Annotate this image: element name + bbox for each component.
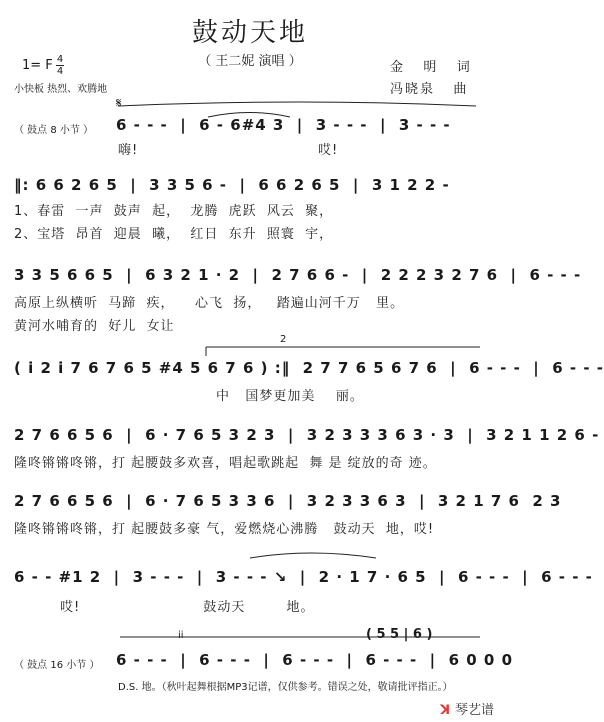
song-title: 鼓动天地 bbox=[191, 18, 308, 48]
line1-lyric-verse2: 2、宝塔 昂首 迎晨 曦， 红日 东升 照寰 宇， bbox=[14, 227, 334, 242]
intro-lyric-1: 嗨! bbox=[118, 143, 139, 158]
line2-lyric-verse2: 黄河水哺育的 好儿 女让 bbox=[14, 319, 175, 334]
line6-lyric: 哎! 鼓动天 地。 bbox=[60, 600, 315, 615]
line3-lyric: 中 国梦更加美 丽。 bbox=[216, 389, 364, 404]
line7-notes: 6 - - - | 6 - - - | 6 - - - | 6 - - - | 6 0 0 0 bbox=[116, 651, 514, 669]
performer-credit: （ 王二妮 演唱 ） bbox=[198, 54, 302, 69]
intro-drum-label: （ 鼓点 8 小节 ） bbox=[14, 125, 94, 136]
line4-notes: 2 7 6 6 5 6 | 6 · 7 6 5 3 2 3 | 3 2 3 3 3 6 3 · 3 | 3 2 1 1 2 6 - bbox=[14, 426, 600, 444]
segno-icon: 𝄋 bbox=[116, 96, 122, 111]
line4-lyric: 隆咚锵锵咚锵，打 起腰鼓多欢喜，唱起歌跳起 舞 是 绽放的奇 迹。 bbox=[14, 456, 437, 471]
repeat-marker: ii bbox=[178, 630, 184, 641]
time-signature-top: 4 bbox=[56, 54, 64, 65]
second-ending-number: 2 bbox=[280, 334, 287, 345]
line6-notes: 6 - - #1 2 | 3 - - - | 3 - - - ↘ | 2 · 1 7 · 6 5 | 6 - - - | 6 - - - bbox=[14, 568, 593, 586]
line3-notes: ( i 2 i 7 6 7 6 5 #4 5 6 7 6 ) :‖ 2 7 7 6 5 6 7 6 | 6 - - - | 6 - - - bbox=[14, 359, 604, 377]
line2-notes: 3 3 5 6 6 5 | 6 3 2 1 · 2 | 2 7 6 6 - | 2 2 2 3 2 7 6 | 6 - - - bbox=[14, 266, 582, 284]
bracketed-notes: ( 5 5 | 6 ) bbox=[366, 627, 433, 642]
composer-credit: 冯晓泉 曲 bbox=[390, 82, 469, 97]
footnote: D.S. 地。（秋叶起舞根据MP3记谱，仅供参考。错误之处，敬请批评指正。） bbox=[118, 682, 453, 693]
time-signature-bottom: 4 bbox=[56, 66, 64, 77]
logo-icon: ꓘ bbox=[440, 703, 451, 718]
line2-lyric-verse1: 高原上纵横听 马蹄 疾， 心飞 扬， 踏遍山河千万 里。 bbox=[14, 296, 405, 311]
key-signature: 1= F bbox=[22, 58, 53, 73]
intro-bracket-line bbox=[118, 102, 476, 106]
lyricist-credit: 金 明 词 bbox=[390, 60, 472, 75]
line6-slur bbox=[250, 553, 376, 558]
logo-text: 琴艺谱 bbox=[454, 703, 494, 718]
line1-lyric-verse1: 1、春雷 一声 鼓声 起， 龙腾 虎跃 风云 聚， bbox=[14, 204, 334, 219]
intro-notes: 6 - - - | 6 - 6#4 3 | 3 - - - | 3 - - - bbox=[116, 116, 451, 134]
intro-slur bbox=[208, 113, 290, 118]
tempo-marking: 小快板 热烈、欢腾地 bbox=[14, 84, 108, 95]
line5-lyric: 隆咚锵锵咚锵，打 起腰鼓多豪 气，爱燃烧心沸腾 鼓动天 地，哎! bbox=[14, 522, 435, 537]
outro-drum-label: （ 鼓点 16 小节 ） bbox=[14, 660, 100, 671]
line5-notes: 2 7 6 6 5 6 | 6 · 7 6 5 3 3 6 | 3 2 3 3 6 3 | 3 2 1 7 6 2 3 bbox=[14, 492, 562, 510]
line1-notes: ‖: 6 6 2 6 5 | 3 3 5 6 - | 6 6 2 6 5 | 3 1 2 2 - bbox=[14, 176, 450, 194]
intro-lyric-2: 哎! bbox=[318, 143, 339, 158]
